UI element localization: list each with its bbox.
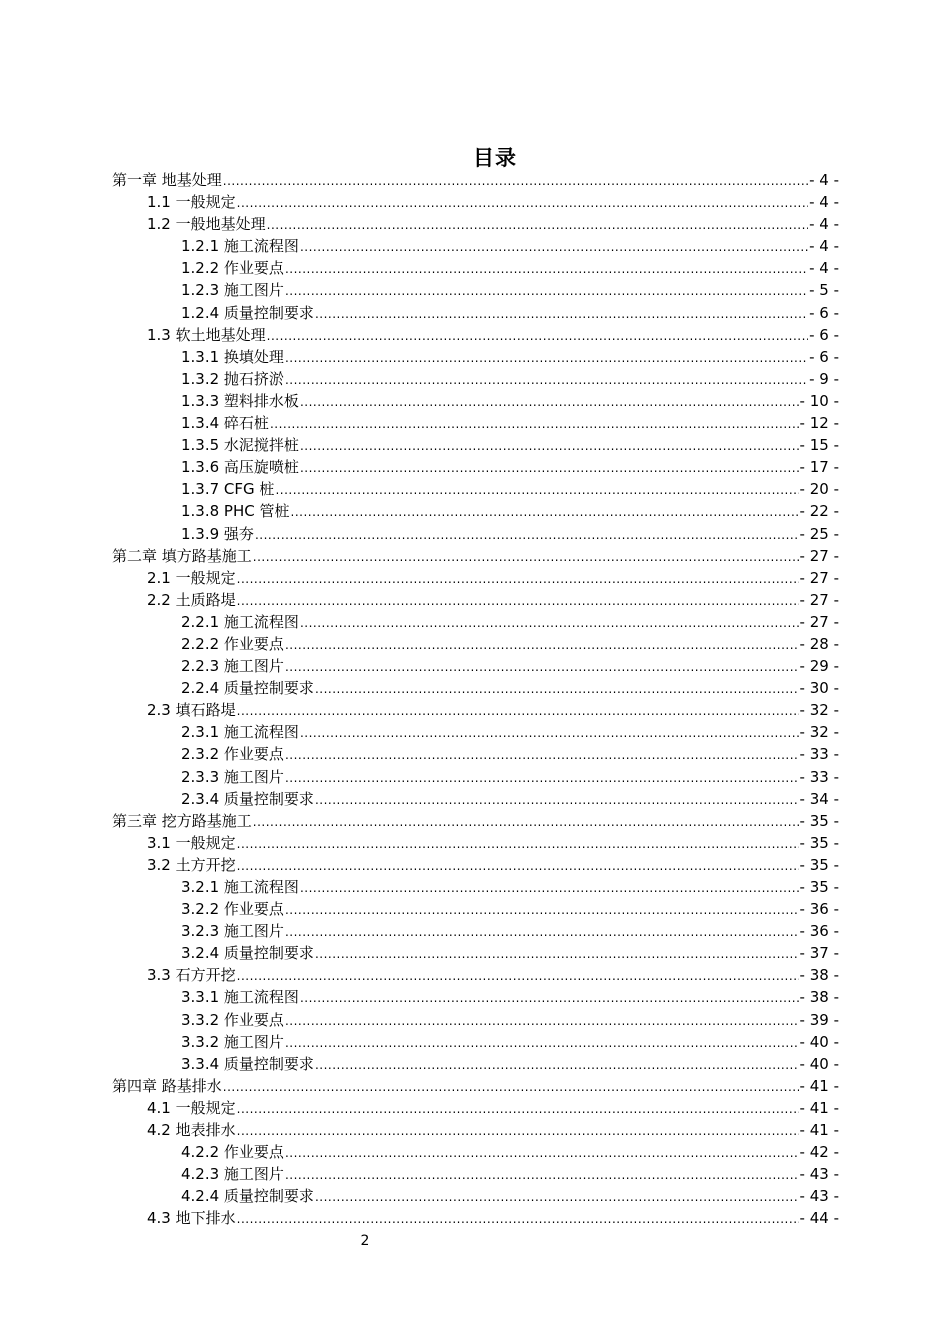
- toc-dot-leader: [285, 369, 808, 391]
- toc-entry-title: 3.3.1 施工流程图: [181, 988, 299, 1007]
- toc-entry[interactable]: [112, 721, 839, 743]
- toc-dot-leader: [270, 413, 799, 435]
- toc-entry[interactable]: [112, 545, 839, 567]
- toc-dot-leader: [315, 1186, 799, 1208]
- toc-entry-page: - 27 -: [799, 568, 839, 587]
- toc-entry-title: 1.3.7 CFG 桩: [181, 480, 275, 499]
- toc-dot-leader: [267, 214, 808, 236]
- toc-entry-title: 4.2.4 质量控制要求: [181, 1187, 314, 1206]
- toc-entry-title: 3.3.4 质量控制要求: [181, 1054, 314, 1073]
- toc-entry-title: 2.3.3 施工图片: [181, 767, 284, 786]
- toc-dot-leader: [285, 347, 808, 369]
- toc-entry-title: 第二章 填方路基施工: [112, 546, 252, 565]
- toc-entry-title: 第四章 路基排水: [112, 1076, 222, 1095]
- toc-dot-leader: [237, 1098, 799, 1120]
- toc-dot-leader: [267, 325, 808, 347]
- toc-entry-page: - 39 -: [799, 1010, 839, 1029]
- toc-dot-leader: [285, 1032, 799, 1054]
- toc-dot-leader: [315, 303, 808, 325]
- toc-entry-title: 第三章 挖方路基施工: [112, 811, 252, 830]
- toc-dot-leader: [315, 1054, 799, 1076]
- toc-entry-title: 3.2.2 作业要点: [181, 900, 284, 919]
- toc-entry[interactable]: [112, 368, 839, 390]
- toc-entry-title: 1.2 一般地基处理: [147, 215, 266, 234]
- toc-dot-leader: [237, 590, 799, 612]
- toc-entry-page: - 40 -: [799, 1054, 839, 1073]
- toc-entry[interactable]: [112, 390, 839, 412]
- toc-entry[interactable]: [112, 986, 839, 1008]
- toc-entry-page: - 38 -: [799, 988, 839, 1007]
- toc-dot-leader: [237, 192, 808, 214]
- toc-dot-leader: [300, 236, 808, 258]
- toc-entry-title: 1.2.4 质量控制要求: [181, 303, 314, 322]
- toc-dot-leader: [285, 280, 808, 302]
- toc-entry-title: 3.3.2 施工图片: [181, 1032, 284, 1051]
- toc-entry-title: 1.2.3 施工图片: [181, 281, 284, 300]
- toc-entry-page: - 43 -: [799, 1187, 839, 1206]
- toc-entry-title: 3.2.3 施工图片: [181, 922, 284, 941]
- toc-entry-page: - 41 -: [799, 1121, 839, 1140]
- toc-entry-title: 2.2.3 施工图片: [181, 657, 284, 676]
- toc-entry[interactable]: [112, 500, 839, 522]
- toc-entry-page: - 44 -: [799, 1209, 839, 1228]
- toc-entry[interactable]: [112, 1163, 839, 1185]
- page-title: 目录: [473, 146, 517, 170]
- toc-entry-title: 1.3.9 强夯: [181, 524, 254, 543]
- toc-dot-leader: [237, 700, 799, 722]
- toc-entry-page: - 42 -: [799, 1143, 839, 1162]
- toc-entry-page: - 37 -: [799, 944, 839, 963]
- toc-dot-leader: [285, 1142, 799, 1164]
- toc-dot-leader: [285, 1164, 799, 1186]
- toc-entry-page: - 4 -: [809, 171, 839, 189]
- toc-entry-title: 1.3.2 抛石挤淤: [181, 369, 284, 388]
- toc-entry-page: - 35 -: [799, 833, 839, 852]
- toc-entry-title: 3.3.2 作业要点: [181, 1010, 284, 1029]
- toc-entry[interactable]: [112, 699, 839, 721]
- toc-dot-leader: [300, 435, 799, 457]
- toc-entry-page: - 36 -: [799, 922, 839, 941]
- toc-entry-title: 3.3 石方开挖: [147, 966, 236, 985]
- toc-entry[interactable]: [112, 633, 839, 655]
- toc-entry[interactable]: [112, 235, 839, 257]
- toc-dot-leader: [300, 722, 799, 744]
- toc-entry[interactable]: [112, 412, 839, 434]
- toc-dot-leader: [223, 1076, 799, 1098]
- toc-entry[interactable]: [112, 1097, 839, 1119]
- table-of-contents: [112, 169, 839, 1230]
- toc-dot-leader: [300, 457, 799, 479]
- toc-entry-page: - 27 -: [799, 612, 839, 631]
- toc-dot-leader: [237, 1120, 799, 1142]
- toc-entry-page: - 25 -: [799, 524, 839, 543]
- toc-entry-page: - 32 -: [799, 701, 839, 720]
- toc-entry-page: - 41 -: [799, 1098, 839, 1117]
- toc-entry[interactable]: [112, 677, 839, 699]
- toc-entry[interactable]: [112, 788, 839, 810]
- toc-entry-page: - 34 -: [799, 789, 839, 808]
- toc-entry-title: 1.2.1 施工流程图: [181, 237, 299, 256]
- toc-entry[interactable]: [112, 1031, 839, 1053]
- toc-entry-title: 2.3 填石路堤: [147, 701, 236, 720]
- toc-entry[interactable]: [112, 346, 839, 368]
- toc-dot-leader: [285, 899, 799, 921]
- toc-entry-title: 3.1 一般规定: [147, 833, 236, 852]
- toc-entry[interactable]: [112, 1207, 839, 1229]
- toc-dot-leader: [285, 921, 799, 943]
- toc-entry[interactable]: [112, 456, 839, 478]
- toc-dot-leader: [253, 811, 799, 833]
- toc-entry[interactable]: [112, 1075, 839, 1097]
- toc-dot-leader: [223, 170, 808, 192]
- toc-dot-leader: [237, 568, 799, 590]
- toc-entry-page: - 20 -: [799, 480, 839, 499]
- toc-entry-page: - 32 -: [799, 723, 839, 742]
- toc-entry-page: - 27 -: [799, 590, 839, 609]
- toc-entry-title: 1.3.8 PHC 管桩: [181, 502, 290, 521]
- toc-entry-page: - 29 -: [799, 657, 839, 676]
- toc-entry-title: 2.1 一般规定: [147, 568, 236, 587]
- toc-dot-leader: [285, 258, 808, 280]
- toc-entry-page: - 6 -: [809, 325, 839, 344]
- toc-entry-page: - 30 -: [799, 679, 839, 698]
- toc-entry-title: 1.3.3 塑料排水板: [181, 391, 299, 410]
- toc-dot-leader: [253, 546, 799, 568]
- toc-dot-leader: [237, 855, 799, 877]
- toc-entry[interactable]: [112, 213, 839, 235]
- toc-entry[interactable]: [112, 964, 839, 986]
- toc-entry-title: 4.2.2 作业要点: [181, 1143, 284, 1162]
- toc-entry[interactable]: [112, 1053, 839, 1075]
- toc-entry-title: 1.3 软土地基处理: [147, 325, 266, 344]
- toc-entry[interactable]: [112, 810, 839, 832]
- toc-entry-page: - 35 -: [799, 878, 839, 896]
- toc-entry-page: - 35 -: [799, 855, 839, 874]
- toc-entry[interactable]: [112, 567, 839, 589]
- toc-entry-page: - 4 -: [809, 193, 839, 212]
- toc-entry-page: - 9 -: [809, 369, 839, 388]
- toc-entry-title: 1.1 一般规定: [147, 193, 236, 212]
- toc-entry-page: - 10 -: [799, 391, 839, 410]
- toc-entry[interactable]: [112, 191, 839, 213]
- toc-entry[interactable]: [112, 854, 839, 876]
- toc-dot-leader: [291, 501, 799, 523]
- toc-entry-page: - 15 -: [799, 436, 839, 455]
- toc-dot-leader: [300, 612, 799, 634]
- toc-entry-page: - 41 -: [799, 1076, 839, 1095]
- toc-entry-page: - 35 -: [799, 811, 839, 830]
- toc-entry-page: - 6 -: [809, 303, 839, 322]
- toc-entry[interactable]: [112, 589, 839, 611]
- toc-dot-leader: [315, 789, 799, 811]
- toc-entry-page: - 43 -: [799, 1165, 839, 1184]
- toc-entry-page: - 4 -: [809, 259, 839, 278]
- toc-entry[interactable]: [112, 434, 839, 456]
- toc-dot-leader: [315, 678, 799, 700]
- toc-entry-title: 2.2.4 质量控制要求: [181, 679, 314, 698]
- toc-entry[interactable]: [112, 611, 839, 633]
- toc-entry[interactable]: [112, 876, 839, 898]
- toc-entry-page: - 6 -: [809, 347, 839, 366]
- toc-entry-title: 3.2.1 施工流程图: [181, 878, 299, 896]
- toc-dot-leader: [285, 744, 799, 766]
- toc-dot-leader: [285, 767, 799, 789]
- toc-entry-page: - 38 -: [799, 966, 839, 985]
- toc-entry[interactable]: [112, 1119, 839, 1141]
- toc-entry-title: 3.2 土方开挖: [147, 855, 236, 874]
- toc-entry-title: 2.2.1 施工流程图: [181, 612, 299, 631]
- toc-entry-title: 3.2.4 质量控制要求: [181, 944, 314, 963]
- toc-dot-leader: [275, 479, 798, 501]
- toc-entry-page: - 12 -: [799, 414, 839, 433]
- toc-entry-title: 4.3 地下排水: [147, 1209, 236, 1228]
- toc-entry-title: 2.3.1 施工流程图: [181, 723, 299, 742]
- toc-entry-page: - 36 -: [799, 900, 839, 919]
- toc-entry-title: 4.2 地表排水: [147, 1121, 236, 1140]
- toc-dot-leader: [315, 943, 799, 965]
- toc-entry-page: - 33 -: [799, 767, 839, 786]
- toc-entry-title: 第一章 地基处理: [112, 171, 222, 189]
- toc-dot-leader: [255, 524, 799, 546]
- toc-entry-page: - 22 -: [799, 502, 839, 521]
- toc-entry[interactable]: [112, 302, 839, 324]
- toc-entry-page: - 4 -: [809, 215, 839, 234]
- toc-entry[interactable]: [112, 1185, 839, 1207]
- toc-entry[interactable]: [112, 766, 839, 788]
- toc-entry-title: 4.2.3 施工图片: [181, 1165, 284, 1184]
- toc-dot-leader: [285, 634, 799, 656]
- toc-dot-leader: [237, 833, 799, 855]
- toc-entry-page: - 33 -: [799, 745, 839, 764]
- toc-entry[interactable]: [112, 523, 839, 545]
- toc-dot-leader: [300, 391, 799, 413]
- toc-dot-leader: [285, 1010, 799, 1032]
- toc-entry-page: - 27 -: [799, 546, 839, 565]
- toc-entry[interactable]: [112, 655, 839, 677]
- toc-entry-title: 1.3.4 碎石桩: [181, 414, 269, 433]
- toc-entry[interactable]: [112, 257, 839, 279]
- toc-dot-leader: [300, 877, 799, 899]
- toc-entry[interactable]: [112, 324, 839, 346]
- toc-entry[interactable]: [112, 1141, 839, 1163]
- toc-entry-page: - 5 -: [809, 281, 839, 300]
- toc-entry[interactable]: [112, 279, 839, 301]
- toc-entry-title: 2.2 土质路堤: [147, 590, 236, 609]
- toc-entry-title: 2.3.2 作业要点: [181, 745, 284, 764]
- toc-entry-title: 2.2.2 作业要点: [181, 634, 284, 653]
- toc-entry-page: - 4 -: [809, 237, 839, 256]
- toc-dot-leader: [300, 987, 799, 1009]
- toc-entry-title: 1.3.1 换填处理: [181, 347, 284, 366]
- toc-entry[interactable]: [112, 1009, 839, 1031]
- toc-entry[interactable]: [112, 832, 839, 854]
- toc-dot-leader: [237, 965, 799, 987]
- toc-entry-title: 1.3.6 高压旋喷桩: [181, 458, 299, 477]
- toc-entry-title: 2.3.4 质量控制要求: [181, 789, 314, 808]
- toc-entry-title: 4.1 一般规定: [147, 1098, 236, 1117]
- toc-entry-page: - 17 -: [799, 458, 839, 477]
- toc-entry[interactable]: [112, 920, 839, 942]
- toc-entry[interactable]: [112, 743, 839, 765]
- toc-entry-page: - 28 -: [799, 634, 839, 653]
- toc-dot-leader: [285, 656, 799, 678]
- page-number: 2: [360, 1233, 370, 1249]
- toc-entry[interactable]: [112, 478, 839, 500]
- toc-entry[interactable]: [112, 942, 839, 964]
- toc-entry[interactable]: [112, 169, 839, 191]
- toc-entry-page: - 40 -: [799, 1032, 839, 1051]
- toc-dot-leader: [237, 1208, 799, 1230]
- toc-entry-title: 1.2.2 作业要点: [181, 259, 284, 278]
- toc-entry[interactable]: [112, 898, 839, 920]
- toc-entry-title: 1.3.5 水泥搅拌桩: [181, 436, 299, 455]
